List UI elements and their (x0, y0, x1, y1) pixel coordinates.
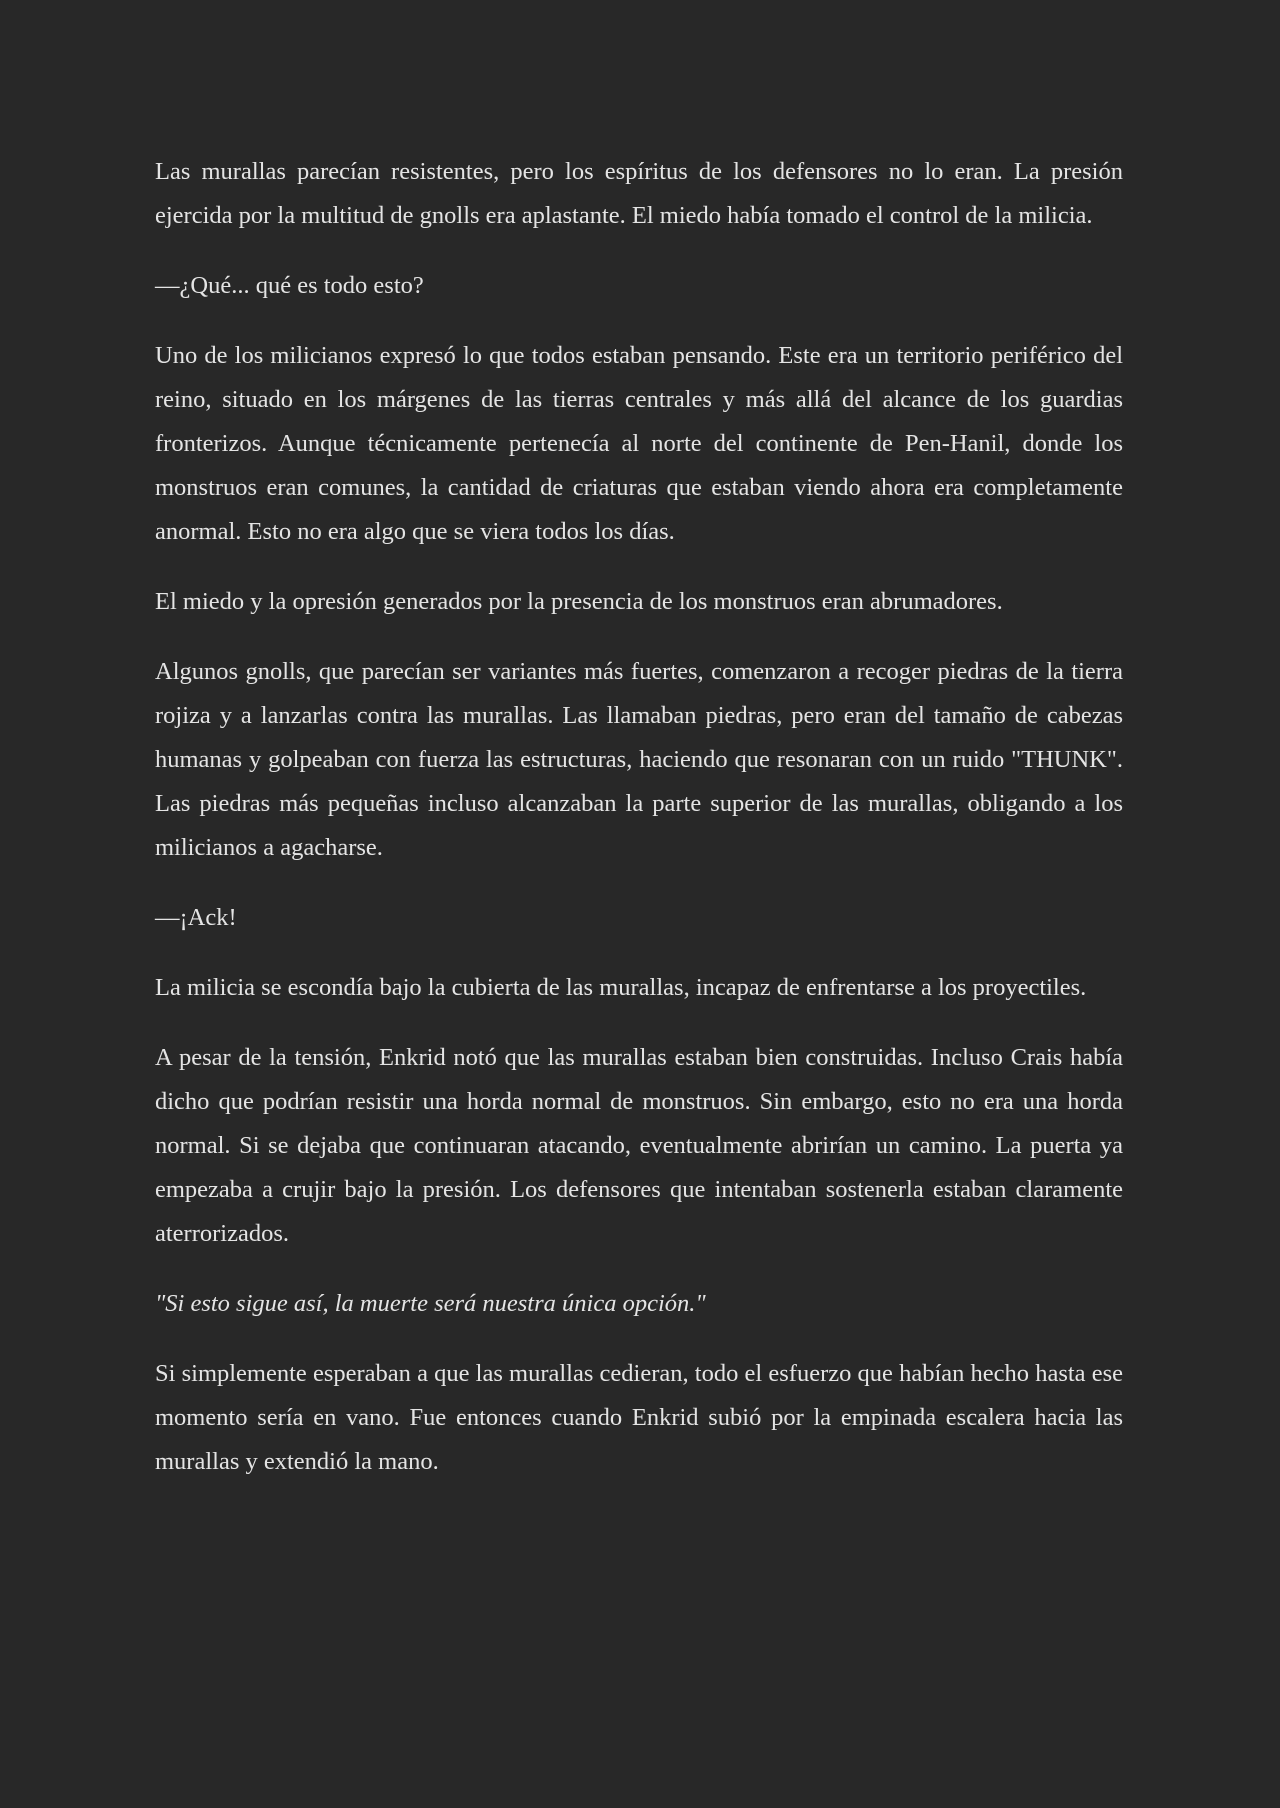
paragraph: Las murallas parecían resistentes, pero los espíritus de los defensores no lo eran. La presión ejercida por la multitud de gnolls era aplastante. El miedo había tomado el control de la milicia. (155, 158, 1123, 229)
paragraph: El miedo y la opresión generados por la presencia de los monstruos eran abrumadores. (155, 588, 1003, 615)
dialogue-line: —¿Qué... qué es todo esto? (155, 272, 424, 299)
paragraph: Uno de los milicianos expresó lo que todos estaban pensando. Este era un territorio periférico del reino, situado en los márgenes de las tierras centrales y más allá del alcance de los guardias fronterizos. Aunque técnicamente pertenecía al norte del continente de Pen-Hanil, donde los monstruos eran comunes, la cantidad de criaturas que estaban viendo ahora era completamente anormal. Esto no era algo que se viera todos los días. (155, 342, 1123, 545)
chapter-text (155, 150, 1123, 1510)
paragraph: Algunos gnolls, que parecían ser variantes más fuertes, comenzaron a recoger piedras de la tierra rojiza y a lanzarlas contra las murallas. Las llamaban piedras, pero eran del tamaño de cabezas humanas y golpeaban con fuerza las estructuras, haciendo que resonaran con un ruido "THUNK". Las piedras más pequeñas incluso alcanzaban la parte superior de las murallas, obligando a los milicianos a agacharse. (155, 658, 1123, 861)
paragraph: A pesar de la tensión, Enkrid notó que las murallas estaban bien construidas. Incluso Crais había dicho que podrían resistir una horda normal de monstruos. Sin embargo, esto no era una horda normal. Si se dejaba que continuaran atacando, eventualmente abrirían un camino. La puerta ya empezaba a crujir bajo la presión. Los defensores que intentaban sostenerla estaban claramente aterrorizados. (155, 1044, 1123, 1247)
inner-thought: "Si esto sigue así, la muerte será nuestra única opción." (155, 1290, 706, 1317)
paragraph: La milicia se escondía bajo la cubierta de las murallas, incapaz de enfrentarse a los proyectiles. (155, 974, 1087, 1001)
dialogue-line: —¡Ack! (155, 904, 237, 931)
paragraph: Si simplemente esperaban a que las murallas cedieran, todo el esfuerzo que habían hecho hasta ese momento sería en vano. Fue entonces cuando Enkrid subió por la empinada escalera hacia las murallas y extendió la mano. (155, 1360, 1123, 1475)
